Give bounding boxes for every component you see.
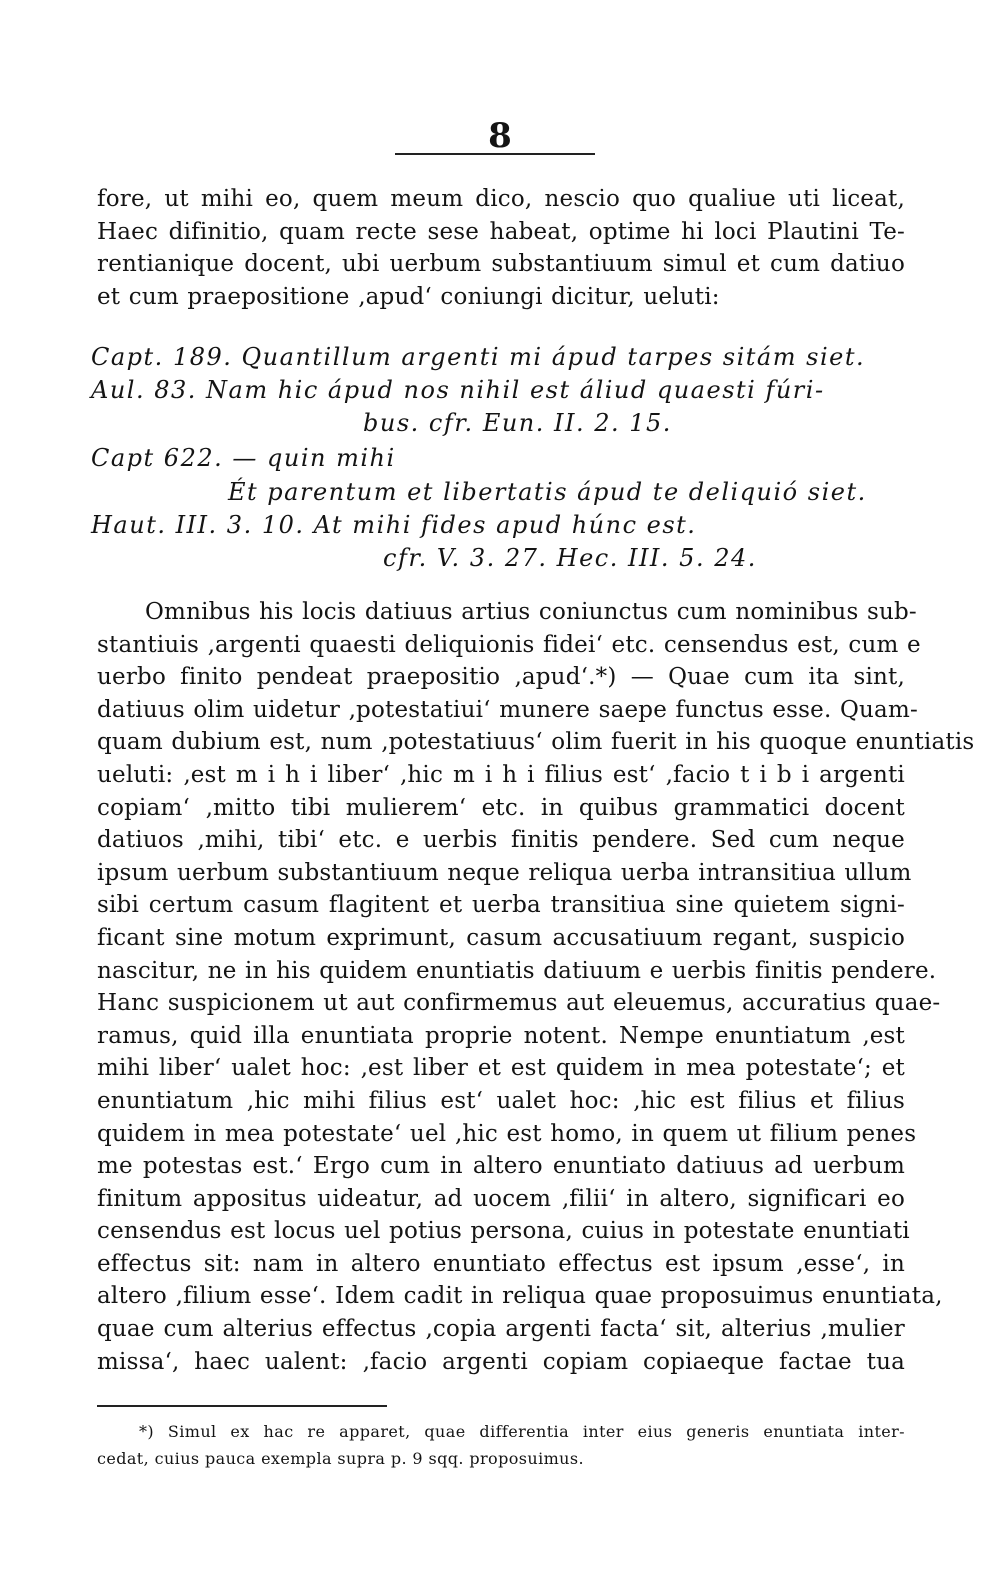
text-line: ipsum uerbum substantiuum neque reliqua uerba intransitiua ullum bbox=[97, 859, 912, 886]
quotation-line: cfr. V. 3. 27. Hec. III. 5. 24. bbox=[383, 544, 757, 572]
text-line: censendus est locus uel potius persona, cuius in potestate enuntiati bbox=[97, 1218, 910, 1245]
footnote-line: *) Simul ex hac re apparet, quae differentia inter eius generis enuntiata inter- bbox=[139, 1422, 905, 1441]
main-paragraph bbox=[97, 596, 975, 1378]
header-rule bbox=[395, 153, 595, 155]
text-line: enuntiatum ‚hic mihi filius est‘ ualet hoc: ‚hic est filius et filius bbox=[97, 1087, 905, 1114]
text-line: quam dubium est, num ‚potestatiuus‘ olim fuerit in his quoque enuntiatis bbox=[97, 729, 975, 756]
text-line: fore, ut mihi eo, quem meum dico, nescio quo qualiue uti liceat, bbox=[97, 186, 905, 212]
text-line: effectus sit: nam in altero enuntiato effectus est ipsum ‚esse‘, in bbox=[97, 1250, 905, 1277]
text-line: Omnibus his locis datiuus artius coniunctus cum nominibus sub- bbox=[145, 599, 917, 625]
text-line: finitum appositus uideatur, ad uocem ‚filii‘ in altero, significari eo bbox=[97, 1185, 905, 1212]
quotation-line: Capt 622. — quin mihi bbox=[91, 444, 396, 472]
text-line: sibi certum casum flagitent et uerba transitiua sine quietem signi- bbox=[97, 892, 905, 919]
text-line: stantiuis ‚argenti quaesti deliquionis fidei‘ etc. censendus est, cum e bbox=[97, 631, 921, 658]
text-line: copiam‘ ‚mitto tibi mulierem‘ etc. in quibus grammatici docent bbox=[97, 794, 905, 821]
quotation-line: Haut. III. 3. 10. At mihi fides apud húnc est. bbox=[91, 511, 697, 539]
footnote-line: cedat, cuius pauca exempla supra p. 9 sqq. proposuimus. bbox=[97, 1449, 584, 1468]
text-line: Haec difinitio, quam recte sese habeat, optime hi loci Plautini Te- bbox=[97, 218, 905, 245]
text-line: ramus, quid illa enuntiata proprie notent. Nempe enuntiatum ‚est bbox=[97, 1022, 905, 1049]
text-line: uerbo finito pendeat praepositio ‚apud‘.*) — Quae cum ita sint, bbox=[97, 664, 905, 691]
text-line: nascitur, ne in his quidem enuntiatis datiuum e uerbis finitis pendere. bbox=[97, 957, 937, 984]
text-line: et cum praepositione ‚apud‘ coniungi dicitur, ueluti: bbox=[97, 283, 720, 310]
text-line: me potestas est.‘ Ergo cum in altero enuntiato datiuus ad uerbum bbox=[97, 1153, 905, 1180]
quotation-line: bus. cfr. Eun. II. 2. 15. bbox=[363, 409, 672, 437]
text-line: rentianique docent, ubi uerbum substantiuum simul et cum datiuo bbox=[97, 251, 905, 278]
quotation-line: Aul. 83. Nam hic ápud nos nihil est áliud quaesti fúri- bbox=[91, 376, 825, 404]
footnote bbox=[97, 1418, 905, 1472]
text-line: ficant sine motum exprimunt, casum accusatiuum regant, suspicio bbox=[97, 924, 905, 951]
quotation-line: Ét parentum et libertatis ápud te deliquió siet. bbox=[228, 478, 867, 506]
text-line: ueluti: ‚est m i h i liber‘ ‚hic m i h i filius est‘ ‚facio t i b i argenti bbox=[97, 761, 905, 788]
page-number: 8 bbox=[488, 116, 512, 156]
text-line: Hanc suspicionem ut aut confirmemus aut eleuemus, accuratius quae- bbox=[97, 990, 941, 1017]
text-line: altero ‚filium esse‘. Idem cadit in reliqua quae proposuimus enuntiata, bbox=[97, 1283, 943, 1310]
quotation-line: Capt. 189. Quantillum argenti mi ápud tarpes sitám siet. bbox=[91, 343, 866, 371]
text-line: datiuos ‚mihi, tibi‘ etc. e uerbis finitis pendere. Sed cum neque bbox=[97, 827, 905, 854]
text-line: datiuus olim uidetur ‚potestatiui‘ munere saepe functus esse. Quam- bbox=[97, 696, 918, 723]
intro-paragraph bbox=[97, 183, 905, 313]
text-line: mihi liber‘ ualet hoc: ‚est liber et est quidem in mea potestate‘; et bbox=[97, 1055, 905, 1082]
text-line: quae cum alterius effectus ‚copia argenti facta‘ sit, alterius ‚mulier bbox=[97, 1316, 905, 1343]
text-line: quidem in mea potestate‘ uel ‚hic est homo, in quem ut filium penes bbox=[97, 1120, 917, 1147]
text-line: missa‘, haec ualent: ‚facio argenti copiam copiaeque factae tua bbox=[97, 1348, 905, 1375]
footnote-rule bbox=[97, 1405, 387, 1407]
